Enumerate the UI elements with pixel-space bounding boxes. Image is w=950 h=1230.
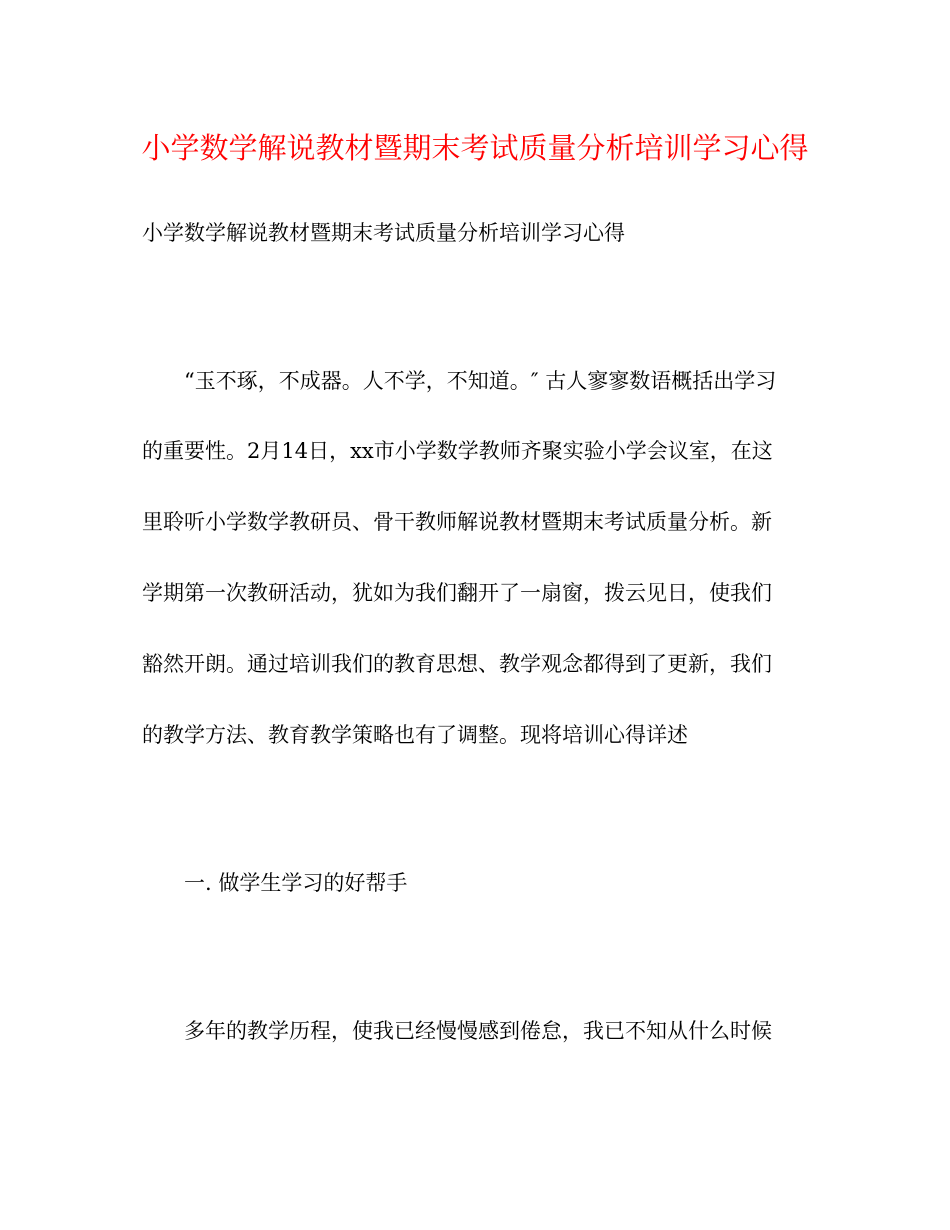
paragraph-line: “玉不琢，不成器。人不学，不知道。″ 古人寥寥数语概括出学习	[184, 369, 777, 393]
paragraph-line: 多年的教学历程，使我已经慢慢感到倦怠，我已不知从什么时候	[184, 1019, 772, 1043]
paragraph-line: 的重要性。2月14日，xx市小学数学教师齐聚实验小学会议室，在这	[142, 439, 773, 463]
paragraph-line: 的教学方法、教育教学策略也有了调整。现将培训心得详述	[142, 723, 688, 747]
document-title: 小学数学解说教材暨期末考试质量分析培训学习心得	[141, 131, 809, 165]
paragraph-line: 里聆听小学数学教研员、骨干教师解说教材暨期末考试质量分析。新	[142, 510, 772, 534]
section-heading: 一. 做学生学习的好帮手	[184, 871, 408, 895]
document-subtitle: 小学数学解说教材暨期末考试质量分析培训学习心得	[142, 221, 625, 245]
paragraph-line: 豁然开朗。通过培训我们的教育思想、教学观念都得到了更新，我们	[142, 652, 772, 676]
paragraph-line: 学期第一次教研活动，犹如为我们翻开了一扇窗，拨云见日，使我们	[142, 581, 772, 605]
